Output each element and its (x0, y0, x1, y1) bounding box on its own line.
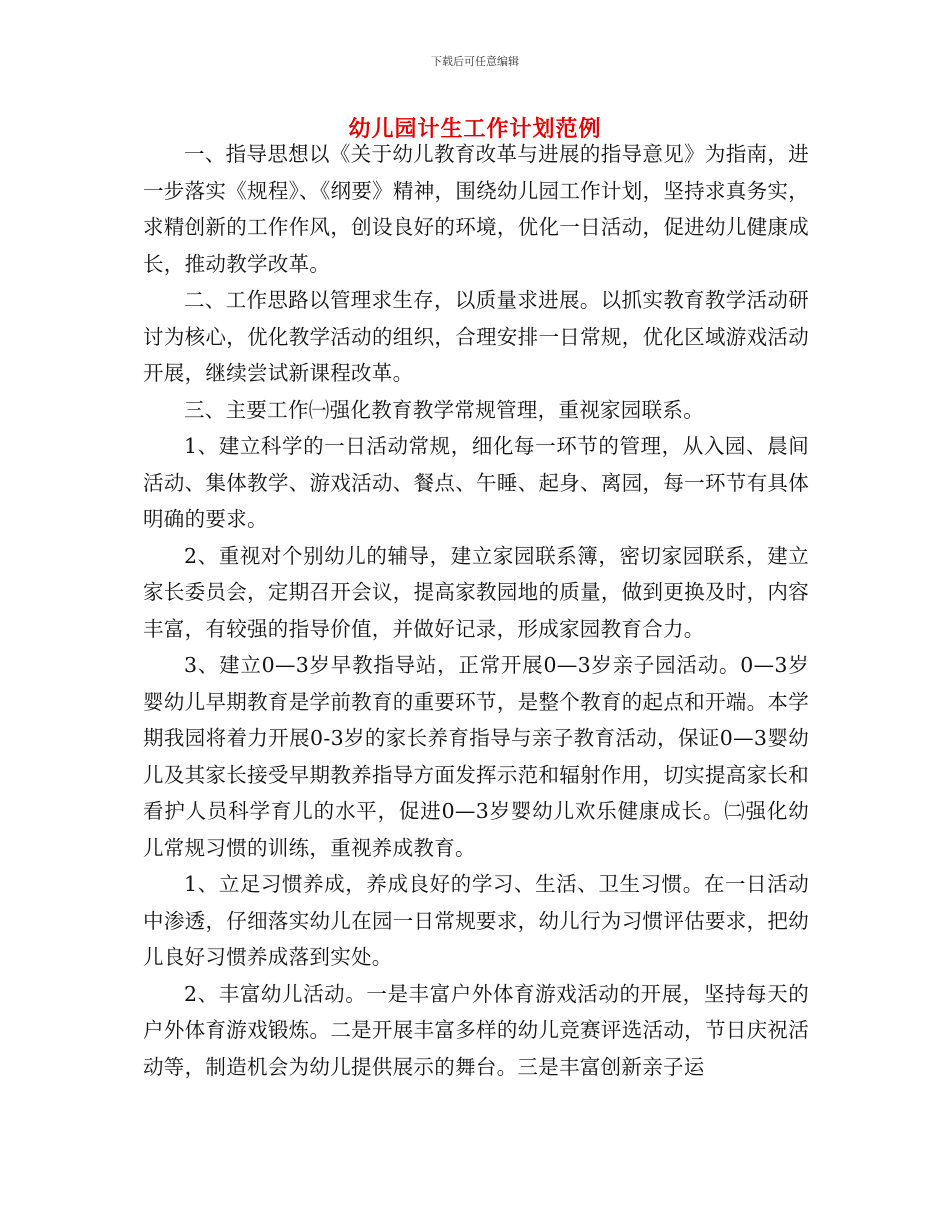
header-note: 下载后可任意编辑 (431, 55, 519, 68)
paragraph-habits-1: 1、立足习惯养成，养成良好的学习、生活、卫生习惯。在一日活动中渗透，仔细落实幼儿在园一日常规要求，幼儿行为习惯评估要求，把幼儿良好习惯养成落到实处。 (143, 872, 809, 969)
paragraph-item-1: 1、建立科学的一日活动常规，细化每一环节的管理，从入园、晨间活动、集体教学、游戏活动、餐点、午睡、起身、离园，每一环节有具体明确的要求。 (143, 434, 809, 531)
paragraph-item-3: 3、建立0—3岁早教指导站，正常开展0—3岁亲子园活动。0—3岁婴幼儿早期教育是学前教育的重要环节，是整个教育的起点和开端。本学期我园将着力开展0-3岁的家长养育指导与亲子教育活动，保证0—3婴幼儿及其家长接受早期教养指导方面发挥示范和辐射作用，切实提高家长和看护人员科学育儿的水平，促进0—3岁婴幼儿欢乐健康成长。㈡强化幼儿常规习惯的训练，重视养成教育。 (143, 653, 809, 860)
paragraph-item-2: 2、重视对个别幼儿的辅导，建立家园联系簿，密切家园联系，建立家长委员会，定期召开会议，提高家教园地的质量，做到更换及时，内容丰富，有较强的指导价值，并做好记录，形成家园教育合力。 (143, 543, 809, 641)
document-body (143, 136, 809, 1085)
document-title: 幼儿园计生工作计划范例 (348, 117, 602, 142)
paragraph-habits-2: 2、丰富幼儿活动。一是丰富户外体育游戏活动的开展，坚持每天的户外体育游戏锻炼。二是开展丰富多样的幼儿竞赛评选活动，节日庆祝活动等，制造机会为幼儿提供展示的舞台。三是丰富创新亲子运 (143, 981, 809, 1079)
paragraph-main-work: 三、主要工作㈠强化教育教学常规管理，重视家园联系。 (184, 397, 704, 422)
paragraph-guiding-thought: 一、指导思想以《关于幼儿教育改革与进展的指导意见》为指南，进一步落实《规程》、《纲要》精神，围绕幼儿园工作计划，坚持求真务实，求精创新的工作作风，创设良好的环境，优化一日活动，促进幼儿健康成长，推动教学改革。 (143, 142, 809, 276)
paragraph-work-approach: 二、工作思路以管理求生存，以质量求进展。以抓实教育教学活动研讨为核心，优化教学活动的组织，合理安排一日常规，优化区域游戏活动开展，继续尝试新课程改革。 (143, 288, 809, 385)
